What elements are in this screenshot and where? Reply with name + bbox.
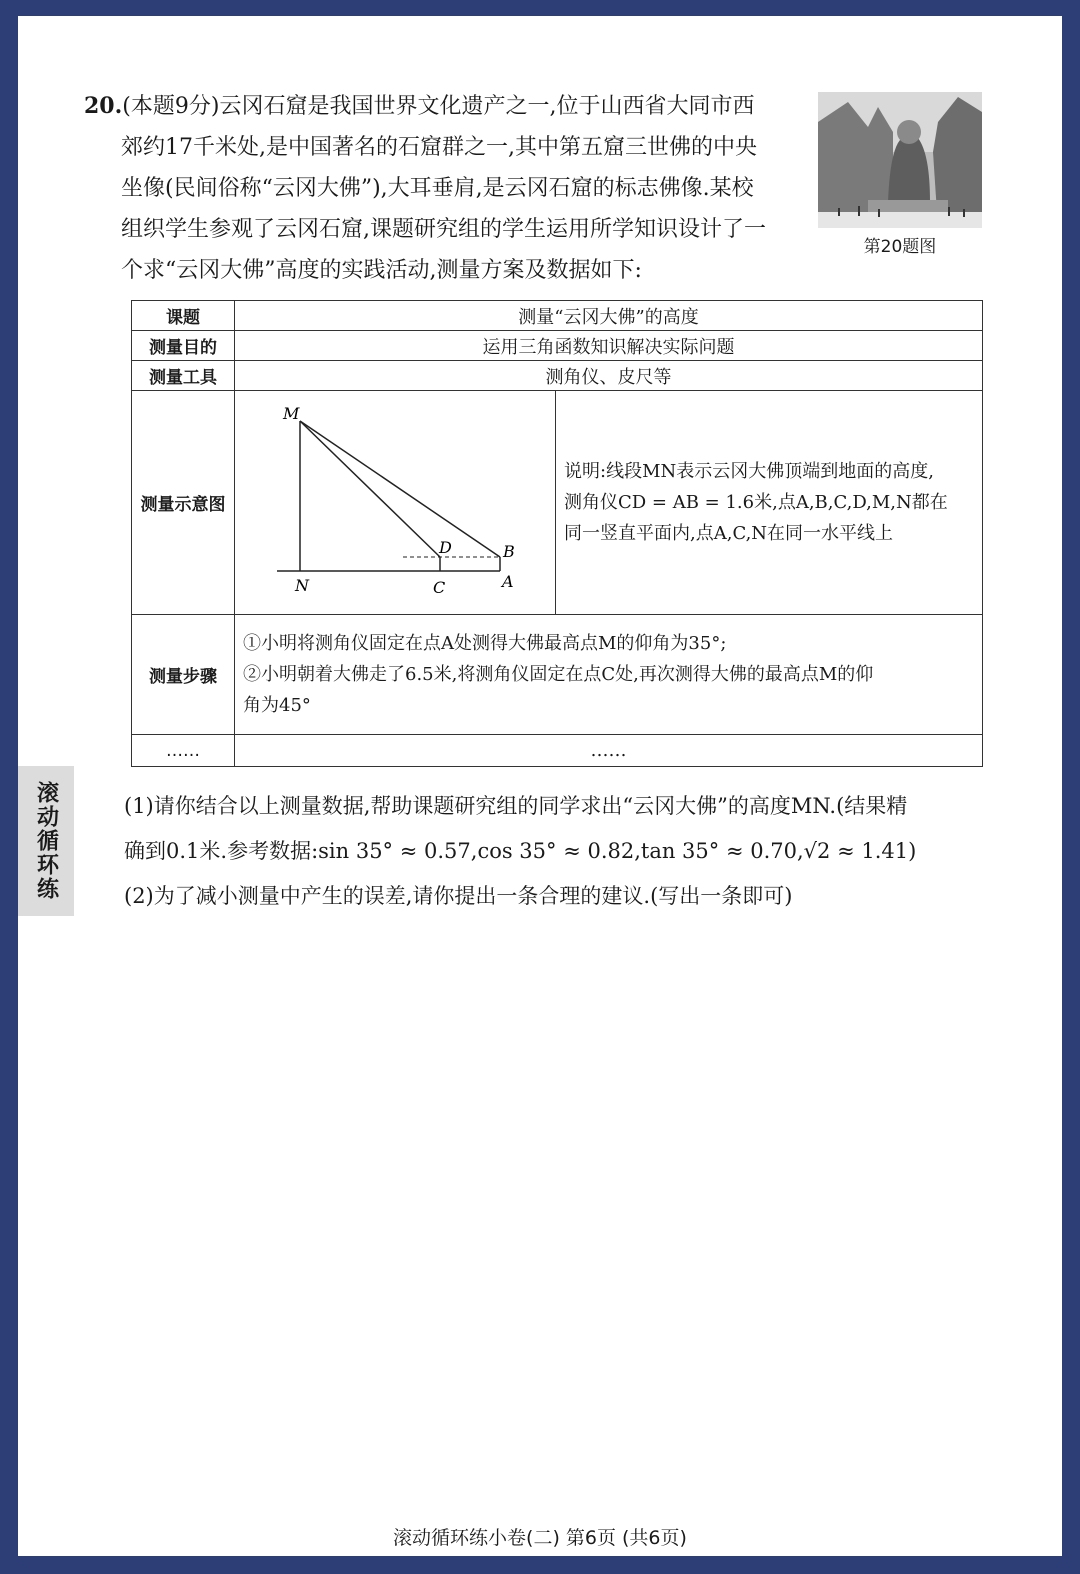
question-line-1: (本题9分)云冈石窟是我国世界文化遗产之一,位于山西省大同市西	[122, 94, 755, 119]
steps-content	[235, 615, 983, 735]
table-row	[132, 361, 983, 391]
table-row	[132, 331, 983, 361]
question-line-3: 坐像(民间俗称“云冈大佛”),大耳垂肩,是云冈石窟的标志佛像.某校	[121, 176, 754, 201]
row-content-topic: 测量“云冈大佛”的高度	[235, 301, 983, 331]
page-footer: 滚动循环练小卷(二) 第6页 (共6页)	[393, 1527, 687, 1549]
side-tab: 滚动循环练	[18, 766, 74, 916]
table-row	[132, 615, 983, 735]
table-row	[132, 391, 983, 615]
step-2-cont: 角为45°	[243, 695, 311, 716]
description-line-3: 同一竖直平面内,点A,C,N在同一水平线上	[564, 523, 894, 544]
label-M: M	[283, 404, 300, 423]
question-text	[84, 86, 804, 291]
step-1: ①小明将测角仪固定在点A处测得大佛最高点M的仰角为35°;	[243, 633, 727, 654]
row-head-ellipsis: ……	[132, 735, 235, 767]
question-number: 20.	[84, 93, 123, 119]
description-line-1: 说明:线段MN表示云冈大佛顶端到地面的高度,	[564, 461, 934, 482]
figure-20	[818, 92, 982, 257]
label-C: C	[433, 578, 446, 597]
step-2: ②小明朝着大佛走了6.5米,将测角仪固定在点C处,再次测得大佛的最高点M的仰	[243, 664, 874, 685]
row-head-tools: 测量工具	[132, 361, 235, 391]
subquestions	[124, 784, 1004, 919]
row-content-ellipsis: ……	[235, 735, 983, 767]
figure-caption: 第20题图	[863, 237, 937, 257]
subquestion-2: (2)为了减小测量中产生的误差,请你提出一条合理的建议.(写出一条即可)	[124, 884, 793, 908]
row-head-topic: 课题	[132, 301, 235, 331]
label-B: B	[503, 542, 515, 561]
question-line-4: 组织学生参观了云冈石窟,课题研究组的学生运用所学知识设计了一	[121, 217, 766, 242]
label-D: D	[439, 538, 452, 557]
row-content-purpose: 运用三角函数知识解决实际问题	[235, 331, 983, 361]
measurement-plan-table	[131, 300, 983, 767]
table-row	[132, 301, 983, 331]
label-N: N	[295, 576, 309, 595]
subquestion-1a: (1)请你结合以上测量数据,帮助课题研究组的同学求出“云冈大佛”的高度MN.(结果精	[124, 794, 908, 818]
row-head-diagram: 测量示意图	[132, 391, 235, 615]
measurement-diagram	[235, 391, 555, 609]
description-line-2: 测角仪CD = AB = 1.6米,点A,B,C,D,M,N都在	[564, 492, 948, 513]
row-content-tools: 测角仪、皮尺等	[235, 361, 983, 391]
subquestion-1b: 确到0.1米.参考数据:sin 35° ≈ 0.57,cos 35° ≈ 0.82,tan 35° ≈ 0.70,√2 ≈ 1.41)	[124, 839, 917, 863]
question-line-2: 郊约17千米处,是中国著名的石窟群之一,其中第五窟三世佛的中央	[121, 135, 757, 160]
question-line-5: 个求“云冈大佛”高度的实践活动,测量方案及数据如下:	[121, 258, 642, 283]
page-sheet	[18, 16, 1062, 1556]
buddha-photo	[818, 92, 982, 228]
table-row	[132, 735, 983, 767]
row-head-purpose: 测量目的	[132, 331, 235, 361]
row-head-steps: 测量步骤	[132, 615, 235, 735]
diagram-description	[556, 391, 983, 615]
label-A: A	[502, 572, 514, 591]
diagram-cell	[235, 391, 556, 615]
